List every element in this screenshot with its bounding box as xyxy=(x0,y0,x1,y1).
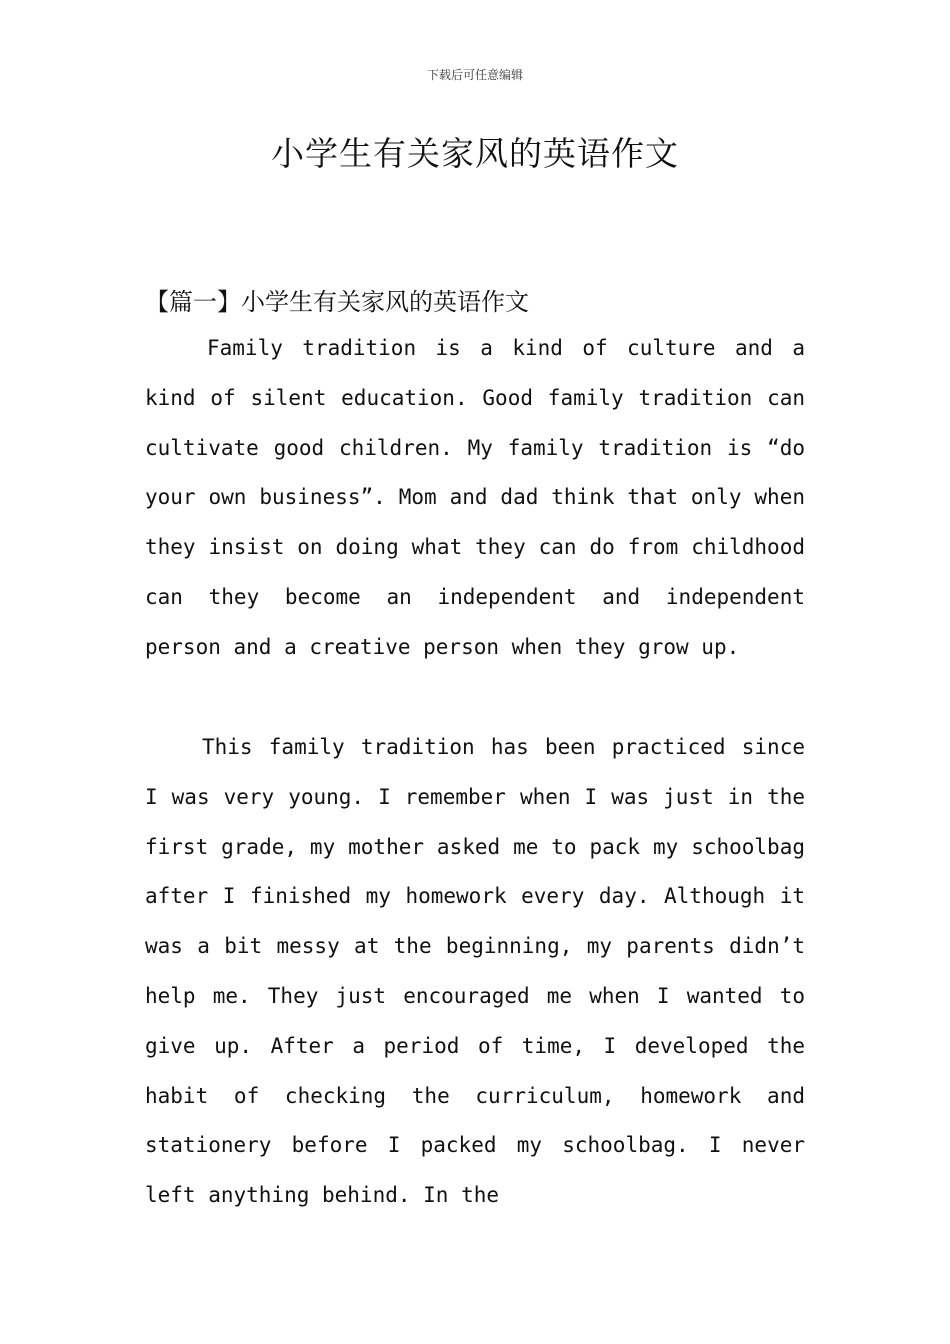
paragraph-1: Family tradition is a kind of culture and a kind of silent education. Good family tradition can cultivate good children. My family tradition is “do your own business”. Mom and dad think that only when they insist on doing what they can do from childhood can they become an independent and independent person and a creative person when they grow up. xyxy=(145,336,805,659)
paragraph-2: This family tradition has been practiced since I was very young. I remember when I was just in the first grade, my mother asked me to pack my schoolbag after I finished my homework every day. Although it was a bit messy at the beginning, my parents didn’t help me. They just encouraged me when I wanted to give up. After a period of time, I developed the habit of checking the curriculum, homework and stationery before I packed my schoolbag. I never left anything behind. In the xyxy=(145,735,805,1208)
document-title: 小学生有关家风的英语作文 xyxy=(271,134,679,173)
header-note: 下载后可任意编辑 xyxy=(426,68,523,82)
section-heading: 【篇一】小学生有关家风的英语作文 xyxy=(145,288,529,316)
